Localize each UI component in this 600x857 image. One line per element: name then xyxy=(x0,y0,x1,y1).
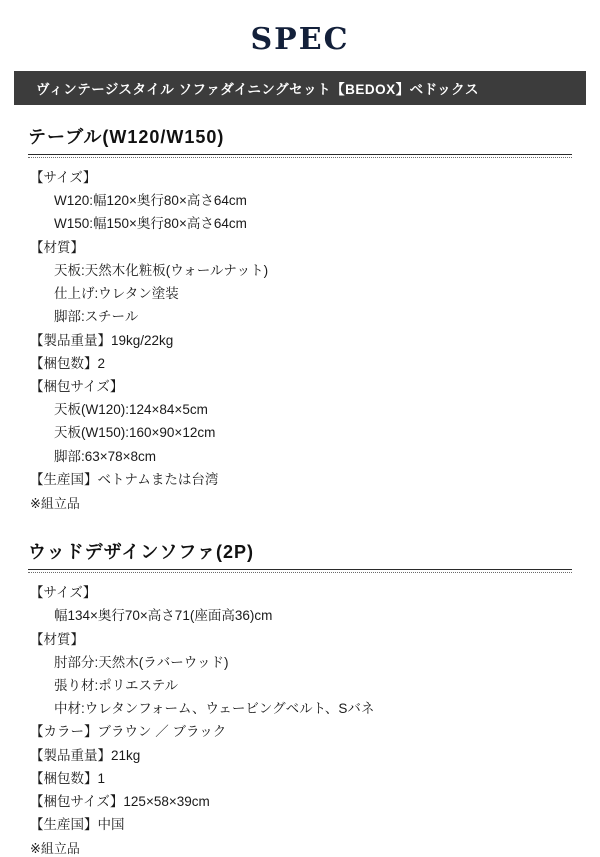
section-rule-dotted xyxy=(28,572,572,573)
section-title-table: テーブル(W120/W150) xyxy=(28,127,225,147)
list-item: 【サイズ】 xyxy=(30,585,97,601)
list-item: 天板(W120):124×84×5cm xyxy=(54,402,208,418)
spec-list-sofa xyxy=(28,581,572,836)
section-rule-solid xyxy=(28,569,572,570)
section-title-sofa: ウッドデザインソファ(2P) xyxy=(28,542,255,563)
list-item: 【梱包サイズ】125×58×39cm xyxy=(30,794,210,810)
list-item: 幅134×奥行70×高さ71(座面高36)cm xyxy=(54,608,273,624)
page-title: SPEC xyxy=(250,22,350,57)
list-item: 【梱包サイズ】 xyxy=(30,378,124,394)
list-item: 中材:ウレタンフォーム、ウェービングベルト、Sバネ xyxy=(54,701,375,717)
list-item: 【生産国】ベトナムまたは台湾 xyxy=(30,471,219,487)
list-item: 【生産国】中国 xyxy=(30,817,125,833)
spec-section-table xyxy=(28,123,572,512)
list-item: 【製品重量】19kg/22kg xyxy=(30,332,174,348)
spec-section-sofa xyxy=(28,538,572,857)
list-item: 【カラー】ブラウン ／ ブラック xyxy=(30,724,227,740)
list-item: W150:幅150×奥行80×高さ64cm xyxy=(54,216,247,232)
list-item: 張り材:ポリエステル xyxy=(54,677,179,693)
list-item: 【製品重量】21kg xyxy=(30,747,141,763)
assembly-note: ※組立品 xyxy=(30,496,80,512)
section-rule-solid xyxy=(28,154,572,155)
product-header-bar: ヴィンテージスタイル ソファダイニングセット【BEDOX】ベドックス xyxy=(14,71,586,105)
list-item: 天板:天然木化粧板(ウォールナット) xyxy=(54,262,269,278)
section-rule-dotted xyxy=(28,157,572,158)
list-item: 仕上げ:ウレタン塗装 xyxy=(54,286,179,302)
list-item: 天板(W150):160×90×12cm xyxy=(54,425,216,441)
list-item: 【梱包数】2 xyxy=(30,355,106,371)
list-item: 【材質】 xyxy=(30,631,84,647)
assembly-note: ※組立品 xyxy=(30,841,80,857)
list-item: W120:幅120×奥行80×高さ64cm xyxy=(54,193,247,209)
spec-content xyxy=(0,123,600,857)
list-item: 肘部分:天然木(ラバーウッド) xyxy=(54,654,229,670)
list-item: 【梱包数】1 xyxy=(30,770,106,786)
list-item: 脚部:63×78×8cm xyxy=(54,448,157,464)
list-item: 【材質】 xyxy=(30,239,84,255)
spec-list-table xyxy=(28,166,572,491)
list-item: 【サイズ】 xyxy=(30,170,97,185)
list-item: 脚部:スチール xyxy=(54,309,139,325)
